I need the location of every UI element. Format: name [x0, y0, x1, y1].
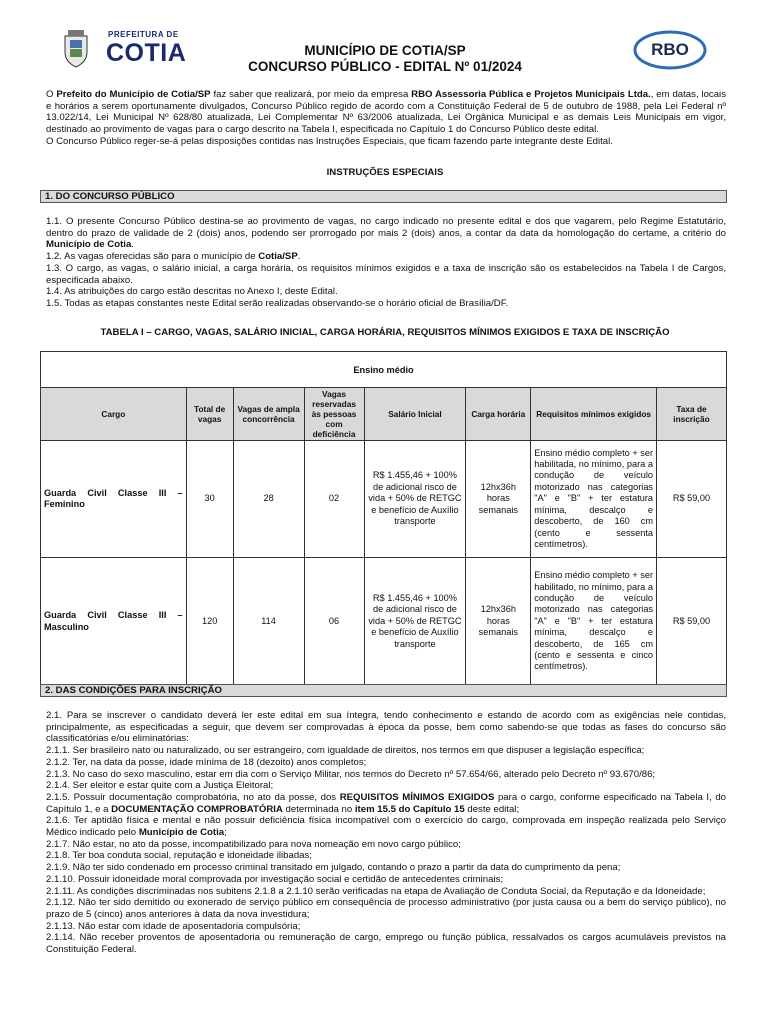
salario-cell: R$ 1.455,46 + 100% de adicional risco de vida + 50% de RETGC e benefício de Auxílio transporte	[364, 441, 466, 558]
table-row	[41, 441, 727, 558]
text: 1.3. O cargo, as vagas, o salário inicial, a carga horária, os requisitos mínimos exigidos e a taxa de inscrição são os estabelecidos na Tabela I de Cargos, especificada abaixo.	[46, 262, 726, 286]
page-subtitle: CONCURSO PÚBLICO - EDITAL Nº 01/2024	[248, 59, 522, 74]
text-bold: Cotia/SP	[258, 251, 298, 263]
text: para o cargo, conforme especificado na Tabela I, do Capítulo 1, e a	[46, 791, 726, 815]
text-bold: DOCUMENTAÇÃO COMPROBATÓRIA	[111, 803, 283, 815]
taxa-cell: R$ 59,00	[657, 441, 727, 558]
column-header: Cargo	[41, 388, 187, 441]
logo-big-text: COTIA	[106, 39, 187, 67]
text: ;	[224, 827, 227, 839]
page-title: MUNICÍPIO DE COTIA/SP	[304, 43, 466, 58]
section-2-heading: 2. DAS CONDIÇÕES PARA INSCRIÇÃO	[40, 684, 727, 697]
text: 2.1.13. Não estar com idade de aposentadoria compulsória;	[46, 920, 301, 932]
text: .	[131, 239, 134, 251]
cargos-table	[40, 351, 727, 686]
text: 1.2. As vagas oferecidas são para o município de	[46, 251, 259, 263]
intro-paragraph	[46, 89, 726, 148]
ampla-cell: 114	[233, 558, 304, 686]
text-bold: Município de Cotia	[138, 827, 225, 839]
logo-small-text: PREFEITURA DE	[108, 30, 179, 39]
requisitos-cell: Ensino médio completo + ser habilitada, no mínimo, para a condução de veículo motorizado nas categorias "A" e "B" + ter estatura mínima, descalço e descoberto, de 160 cm (cento e sessenta centímetros).	[531, 441, 657, 558]
group-label: Ensino médio	[41, 352, 727, 388]
column-header: Requisitos mínimos exigidos	[531, 388, 657, 441]
text: 2.1.12. Não ter sido demitido ou exonerado de serviço público em consequência de processo administrativo (por justa causa ou a bem do serviço público), no prazo de 5 (cinco) anos anteriores à data da nova investidura;	[46, 897, 726, 920]
ampla-cell: 28	[233, 441, 304, 558]
rbo-logo-text: RBO	[651, 40, 689, 59]
pcd-cell: 06	[304, 558, 364, 686]
carga-cell: 12hx36h horas semanais	[466, 441, 531, 558]
column-header: Carga horária	[466, 388, 531, 441]
text: 2.1.14. Não receber proventos de aposentadoria ou remuneração de cargo, emprego ou função pública, ressalvados os cargos acumuláveis previstos na Constituição Federal.	[46, 932, 726, 956]
text-bold: item 15.5 do Capítulo 15	[354, 803, 465, 815]
text: 2.1.7. Não estar, no ato da posse, incompatibilizado para nova nomeação em novo cargo público;	[46, 838, 461, 850]
section-1-body	[46, 216, 726, 310]
text: determinada no	[282, 803, 355, 815]
column-header: Vagas reservadas às pessoas com deficiência	[304, 388, 364, 441]
text: , em datas, locais e horários a serem oportunamente divulgados, Concurso Público regido de acordo com a Constituição Federal de 5 de outubro de 1988, pela Lei Federal nº 13.022/14, Lei Municipal Nº 628/80 atualizada, Lei Complementar Nº 63/2006 atualizada, Lei Orgânica Municipal e as demais Leis Municipais em vigor, destinado ao provimento de vagas para o cargo descrito na Tabela I, especificada no Capítulo 1 do Concurso Público deste edital.	[46, 89, 726, 136]
salario-cell: R$ 1.455,46 + 100% de adicional risco de vida + 50% de RETGC e benefício de Auxílio transporte	[364, 558, 466, 686]
text: 2.1. Para se inscrever o candidato deverá ler este edital em sua íntegra, tendo conhecimento e estando de acordo com as exigências nele contidas, principalmente, as especificadas a seguir, que devem ser comprovadas à época da posse, bem como sabendo-se que todas as fases do concurso são classificatórias e/ou eliminatórias:	[46, 710, 726, 745]
column-header: Total de vagas	[186, 388, 233, 441]
section-1-heading: 1. DO CONCURSO PÚBLICO	[40, 190, 727, 203]
instrucoes-heading: INSTRUÇÕES ESPECIAIS	[326, 167, 444, 178]
table-caption: TABELA I – CARGO, VAGAS, SALÁRIO INICIAL, CARGA HORÁRIA, REQUISITOS MÍNIMOS EXIGIDOS E TAXA DE INSCRIÇÃO	[100, 327, 670, 338]
text: 2.1.9. Não ter sido condenado em processo criminal transitado em julgado, contando o prazo a partir da data do cumprimento da pena;	[46, 862, 621, 874]
text: 2.1.8. Ter boa conduta social, reputação e idoneidade ilibadas;	[46, 850, 312, 862]
cargo-cell: Guarda Civil Classe III – Feminino	[41, 441, 187, 558]
text-bold: Município de Cotia	[46, 239, 132, 251]
text-bold: Prefeito do Município de Cotia/SP	[56, 89, 211, 100]
section-2-body	[46, 710, 726, 956]
table-header-row	[41, 388, 727, 441]
text: 2.1.2. Ter, na data da posse, idade mínima de 18 (dezoito) anos completos;	[46, 756, 367, 768]
text: 2.1.6. Ter aptidão física e mental e não possuir deficiência física incompatível com o exercício do cargo, comprovada em inspeção realizada pelo Serviço Médico indicado pelo	[46, 815, 726, 839]
column-header: Salário Inicial	[364, 388, 466, 441]
text-bold: RBO Assessoria Pública e Projetos Municipais Ltda.	[411, 89, 651, 100]
text: 2.1.1. Ser brasileiro nato ou naturalizado, ou ser estrangeiro, com igualdade de direitos, nos termos em que dispuser a legislação específica;	[46, 745, 645, 757]
text-bold: REQUISITOS MÍNIMOS EXIGIDOS	[339, 791, 495, 803]
pcd-cell: 02	[304, 441, 364, 558]
text: 2.1.10. Possuir idoneidade moral comprovada por investigação social e certidão de antecedentes criminais;	[46, 873, 504, 885]
text: 1.4. As atribuições do cargo estão descritas no Anexo I, deste Edital.	[46, 286, 338, 298]
carga-cell: 12hx36h horas semanais	[466, 558, 531, 686]
text: faz saber que realizará, por meio da empresa	[210, 89, 412, 100]
column-header: Vagas de ampla concorrência	[233, 388, 304, 441]
total-vagas-cell: 120	[186, 558, 233, 686]
text: 1.5. Todas as etapas constantes neste Edital serão realizadas observando-se o horário oficial de Brasília/DF.	[46, 297, 509, 309]
requisitos-cell: Ensino médio completo + ser habilitado, no mínimo, para a condução de veículo motorizado nas categorias "A" e "B" + ter estatura mínima, descalço e descoberto, de 165 cm (cento e sessenta e cinco centímetros).	[531, 558, 657, 686]
table-row	[41, 558, 727, 686]
text: O Concurso Público reger-se-á pelas disposições contidas nas Instruções Especiais, que ficam fazendo parte integrante deste Edital.	[46, 135, 613, 147]
text: deste edital;	[464, 803, 520, 815]
text: O	[46, 89, 57, 100]
cargo-cell: Guarda Civil Classe III – Masculino	[41, 558, 187, 686]
column-header: Taxa de inscrição	[657, 388, 727, 441]
text: .	[297, 251, 301, 263]
total-vagas-cell: 30	[186, 441, 233, 558]
taxa-cell: R$ 59,00	[657, 558, 727, 686]
text: 1.1. O presente Concurso Público destina-se ao provimento de vagas, no cargo indicado no presente edital e dos que vagarem, pelo Regime Estatutário, dentro do prazo de validade de 2 (dois) anos, podendo ser prorrogado por mais 2 (dois) anos, a contar da data da homologação do certame, a critério do	[46, 216, 726, 239]
text: 2.1.11. As condições discriminadas nos subitens 2.1.8 a 2.1.10 serão verificadas na etapa de Avaliação de Conduta Social, da Reputação e da Idoneidade;	[46, 885, 706, 897]
text: 2.1.3. No caso do sexo masculino, estar em dia com o Serviço Militar, nos termos do Decreto nº 57.654/66, alterado pelo Decreto nº 93.670/86;	[46, 768, 656, 780]
table-group-row	[41, 352, 727, 388]
text: 2.1.4. Ser eleitor e estar quite com a Justiça Eleitoral;	[46, 780, 274, 792]
text: 2.1.5. Possuir documentação comprobatória, no ato da posse, dos	[46, 791, 340, 803]
